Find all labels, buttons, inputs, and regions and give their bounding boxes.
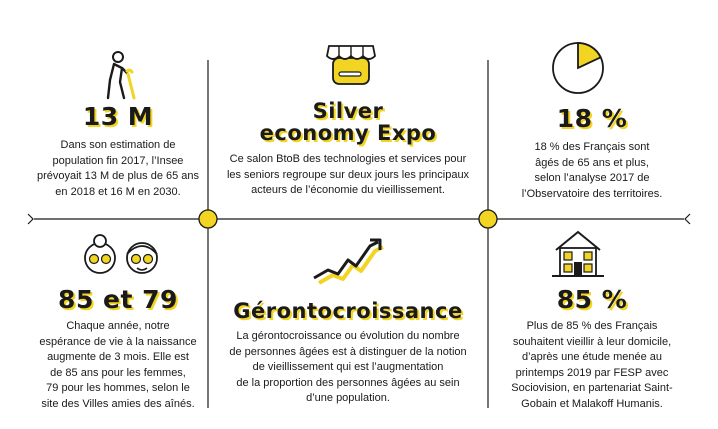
body-line: Gobain et Malakoff Humanis. xyxy=(521,397,663,410)
cell-home xyxy=(492,287,692,412)
cell-title: 13 M xyxy=(82,102,154,131)
cell-body xyxy=(492,319,692,412)
body-line: population fin 2017, l’Insee xyxy=(52,154,184,167)
joint-dot-right xyxy=(479,210,497,228)
body-line: âgés de 65 ans et plus, xyxy=(535,156,649,169)
body-line: selon l’analyse 2017 de xyxy=(534,172,650,185)
pie-chart-icon xyxy=(548,38,608,98)
body-line: 18 % des Français sont xyxy=(534,141,650,154)
body-line: Plus de 85 % des Français xyxy=(526,320,658,333)
body-line: de personnes âgées est à distinguer de la notion xyxy=(229,345,467,358)
body-line: de la proportion des personnes âgées au sein xyxy=(236,376,460,389)
body-line: Sociovision, en partenariat Saint- xyxy=(511,382,673,395)
cell-title xyxy=(212,100,484,144)
joint-dot-left xyxy=(199,210,217,228)
title-line: economy Expo xyxy=(259,121,437,146)
arrow-left-icon xyxy=(28,214,33,224)
cell-body xyxy=(30,138,206,200)
body-line: 79 pour les hommes, selon le xyxy=(46,382,190,395)
body-line: prévoyait 13 M de plus de 65 ans xyxy=(36,170,200,183)
body-line: site des Villes amies des aînés. xyxy=(41,397,195,410)
body-line: augmente de 3 mois. Elle est xyxy=(47,351,189,364)
cell-gerontocroissance xyxy=(212,300,484,407)
cell-title: 85 % xyxy=(556,285,628,314)
body-line: souhaitent vieillir à leur domicile, xyxy=(512,335,672,348)
elderly-couple-icon xyxy=(80,232,164,282)
market-stall-icon xyxy=(323,42,379,94)
house-icon xyxy=(550,228,606,280)
body-line: La gérontocroissance ou évolution du nombre xyxy=(236,330,460,343)
body-line: en 2018 et 16 M en 2030. xyxy=(55,185,181,198)
cell-body xyxy=(492,140,692,202)
cell-share xyxy=(492,106,692,202)
body-line: Ce salon BtoB des technologies et services pour xyxy=(229,153,467,166)
cell-population xyxy=(30,104,206,200)
cell-body xyxy=(30,319,206,412)
arrow-right-icon xyxy=(685,214,690,224)
body-line: d’une population. xyxy=(306,392,390,405)
body-line: d’après une étude menée au xyxy=(521,351,663,364)
rising-trend-icon xyxy=(310,236,390,286)
body-line: Chaque année, notre xyxy=(66,320,170,333)
elderly-walking-icon xyxy=(98,50,142,102)
body-line: de vieillissement qui est l’augmentation xyxy=(252,361,444,374)
body-line: Dans son estimation de xyxy=(60,139,176,152)
cell-title: 18 % xyxy=(556,104,628,133)
body-line: acteurs de l’économie du vieillissement. xyxy=(251,184,445,197)
body-line: de 85 ans pour les femmes, xyxy=(50,366,186,379)
cell-body xyxy=(212,152,484,199)
cell-title: Gérontocroissance xyxy=(233,299,463,323)
cell-body xyxy=(212,329,484,407)
cell-expo xyxy=(212,100,484,199)
cell-life-expectancy xyxy=(30,287,206,412)
title-line: Silver xyxy=(312,99,384,123)
body-line: printemps 2019 par FESP avec xyxy=(515,366,669,379)
body-line: espérance de vie à la naissance xyxy=(39,335,197,348)
cell-title: 85 et 79 xyxy=(58,285,178,314)
body-line: les seniors regroupe sur deux jours les principaux xyxy=(226,168,470,181)
body-line: l’Observatoire des territoires. xyxy=(521,187,663,200)
